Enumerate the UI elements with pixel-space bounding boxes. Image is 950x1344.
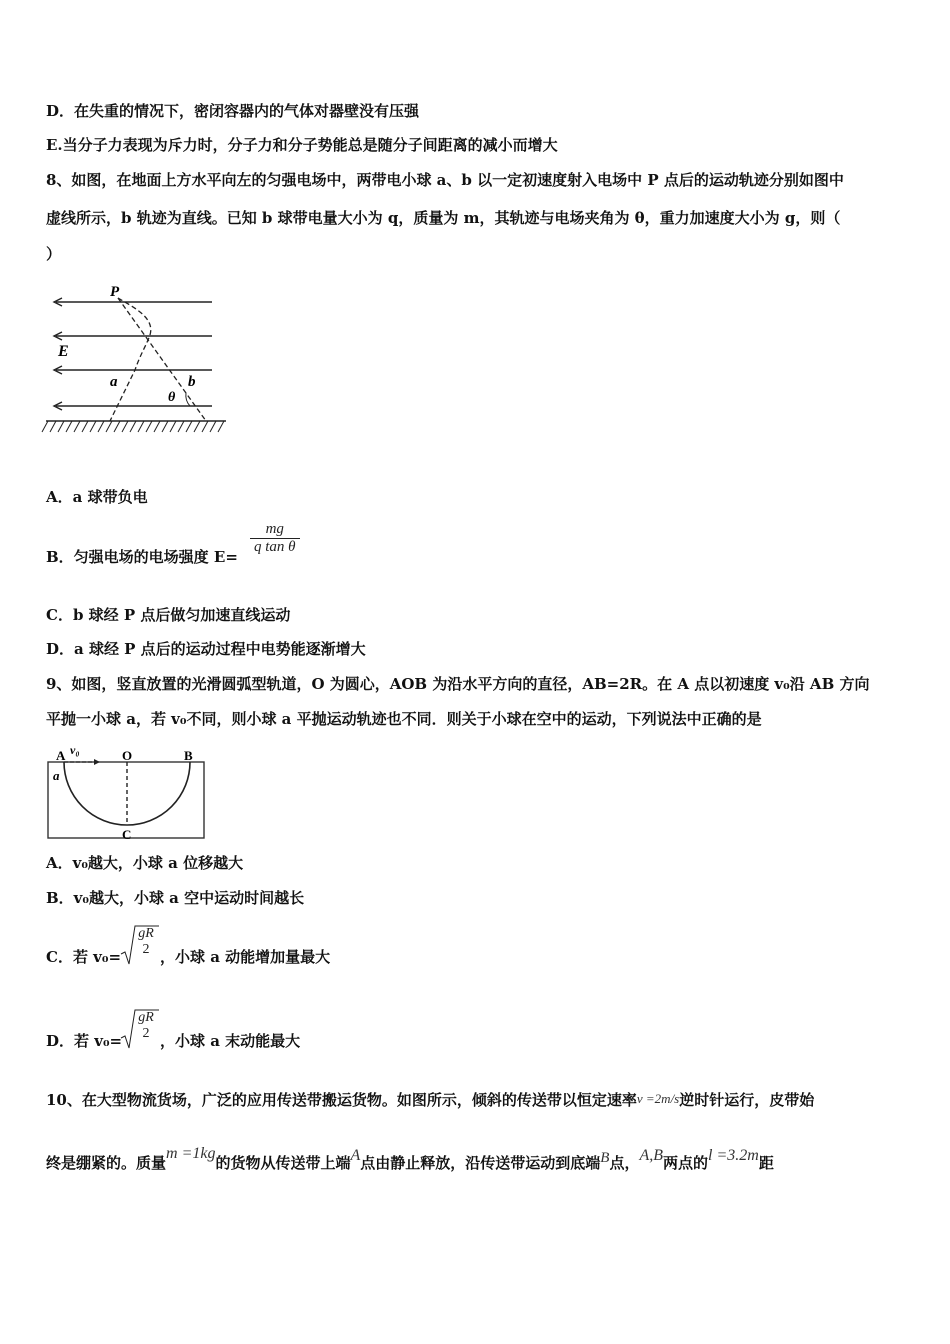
q10-line2-e: 两点的 — [663, 1154, 709, 1172]
trajectory-b — [118, 298, 206, 421]
q10-line2-a: 终是绷紧的。质量 — [46, 1154, 167, 1172]
label-b-point: B — [184, 748, 193, 763]
q9-option-d-prefix: D．若 v₀= — [46, 1032, 123, 1050]
q10-point-b: B — [600, 1150, 610, 1166]
q10-point-a: A — [350, 1147, 361, 1164]
q7-option-d: D．在失重的情况下，密闭容器内的气体对器壁没有压强 — [46, 102, 420, 120]
label-a: a — [110, 374, 118, 390]
label-o: O — [122, 748, 133, 763]
q10-line2-c: 点由静止释放，沿传送带运动到底端 — [360, 1154, 601, 1172]
q10-stem-line1 — [46, 1089, 910, 1112]
sqrt-num: gR — [138, 926, 154, 941]
q8-option-a: A．a 球带负电 — [46, 488, 148, 506]
q10-velocity: v =2m/s — [636, 1091, 680, 1106]
q9-option-c-prefix: C．若 v₀= — [46, 948, 122, 966]
q10-mass: m =1kg — [166, 1145, 216, 1162]
label-theta: θ — [168, 390, 176, 405]
label-a-point: A — [56, 748, 66, 763]
q9-c-sqrt-fraction — [135, 926, 157, 958]
q8-option-b-label: B．匀强电场的电场强度 E= — [46, 548, 238, 566]
q9-stem-line2: 平抛一小球 a，若 v₀不同，则小球 a 平抛运动轨迹也不同．则关于小球在空中的运动，下列说法中正确的是 — [46, 710, 762, 728]
q8-stem-line3: ） — [46, 245, 62, 263]
fraction-numerator: mg — [250, 521, 300, 539]
label-c: C — [122, 827, 132, 842]
label-e: E — [58, 343, 69, 360]
q10-line2-d: 点， — [609, 1154, 640, 1172]
q10-ab: A,B — [639, 1147, 664, 1164]
sqrt-den: 2 — [142, 942, 150, 957]
label-ball-a: a — [53, 768, 60, 783]
q9-d-sqrt-fraction — [135, 1010, 157, 1042]
sqrt-den: 2 — [142, 1026, 150, 1041]
q9-option-c-suffix: ，小球 a 动能增加量最大 — [160, 948, 331, 966]
q10-line2-b: 的货物从传送带上端 — [215, 1154, 351, 1172]
q10-line1-a: 10、在大型物流货场，广泛的应用传送带搬运货物。如图所示，倾斜的传送带以恒定速率 — [46, 1091, 637, 1109]
q8-option-d: D．a 球经 P 点后的运动过程中电势能逐渐增大 — [46, 640, 366, 658]
sqrt-num: gR — [138, 1010, 154, 1025]
label-v0: v₀ — [70, 744, 80, 757]
angle-arc — [186, 393, 190, 406]
q9-option-d — [46, 1030, 122, 1052]
q9-figure — [44, 744, 214, 844]
q7-option-e: E.当分子力表现为斥力时，分子力和分子势能总是随分子间距离的减小而增大 — [46, 136, 558, 154]
q10-line2-f: 距 — [758, 1154, 774, 1172]
label-b: b — [188, 374, 196, 390]
trajectory-a — [110, 298, 151, 421]
q8-option-c: C．b 球经 P 点后做匀加速直线运动 — [46, 606, 291, 624]
label-p: P — [110, 284, 120, 300]
q8-option-b — [46, 546, 238, 568]
q9-option-d-suffix: ，小球 a 末动能最大 — [160, 1032, 301, 1050]
q8-figure — [40, 280, 240, 440]
q10-length: l =3.2m — [708, 1147, 759, 1164]
q8-stem-line2: 虚线所示，b 轨迹为直线。已知 b 球带电量大小为 q，质量为 m，其轨迹与电场夹角为 θ，重力加速度大小为 g，则（ — [46, 209, 841, 227]
q9-option-b: B．v₀越大，小球 a 空中运动时间越长 — [46, 889, 305, 907]
fraction-denominator: q tan θ — [254, 539, 296, 555]
q8-field-fraction — [250, 521, 300, 556]
q10-stem-line2 — [46, 1145, 910, 1175]
q8-stem-line1: 8、如图，在地面上方水平向左的匀强电场中，两带电小球 a、b 以一定初速度射入电场中 P 点后的运动轨迹分别如图中 — [46, 171, 844, 189]
q10-line1-b: 逆时针运行，皮带始 — [679, 1091, 815, 1109]
q9-option-a: A．v₀越大，小球 a 位移越大 — [46, 854, 244, 872]
q9-stem-line1: 9、如图，竖直放置的光滑圆弧型轨道，O 为圆心，AOB 为沿水平方向的直径，AB=2R。在 A 点以初速度 v₀沿 AB 方向 — [46, 675, 870, 693]
q9-option-c — [46, 946, 121, 968]
